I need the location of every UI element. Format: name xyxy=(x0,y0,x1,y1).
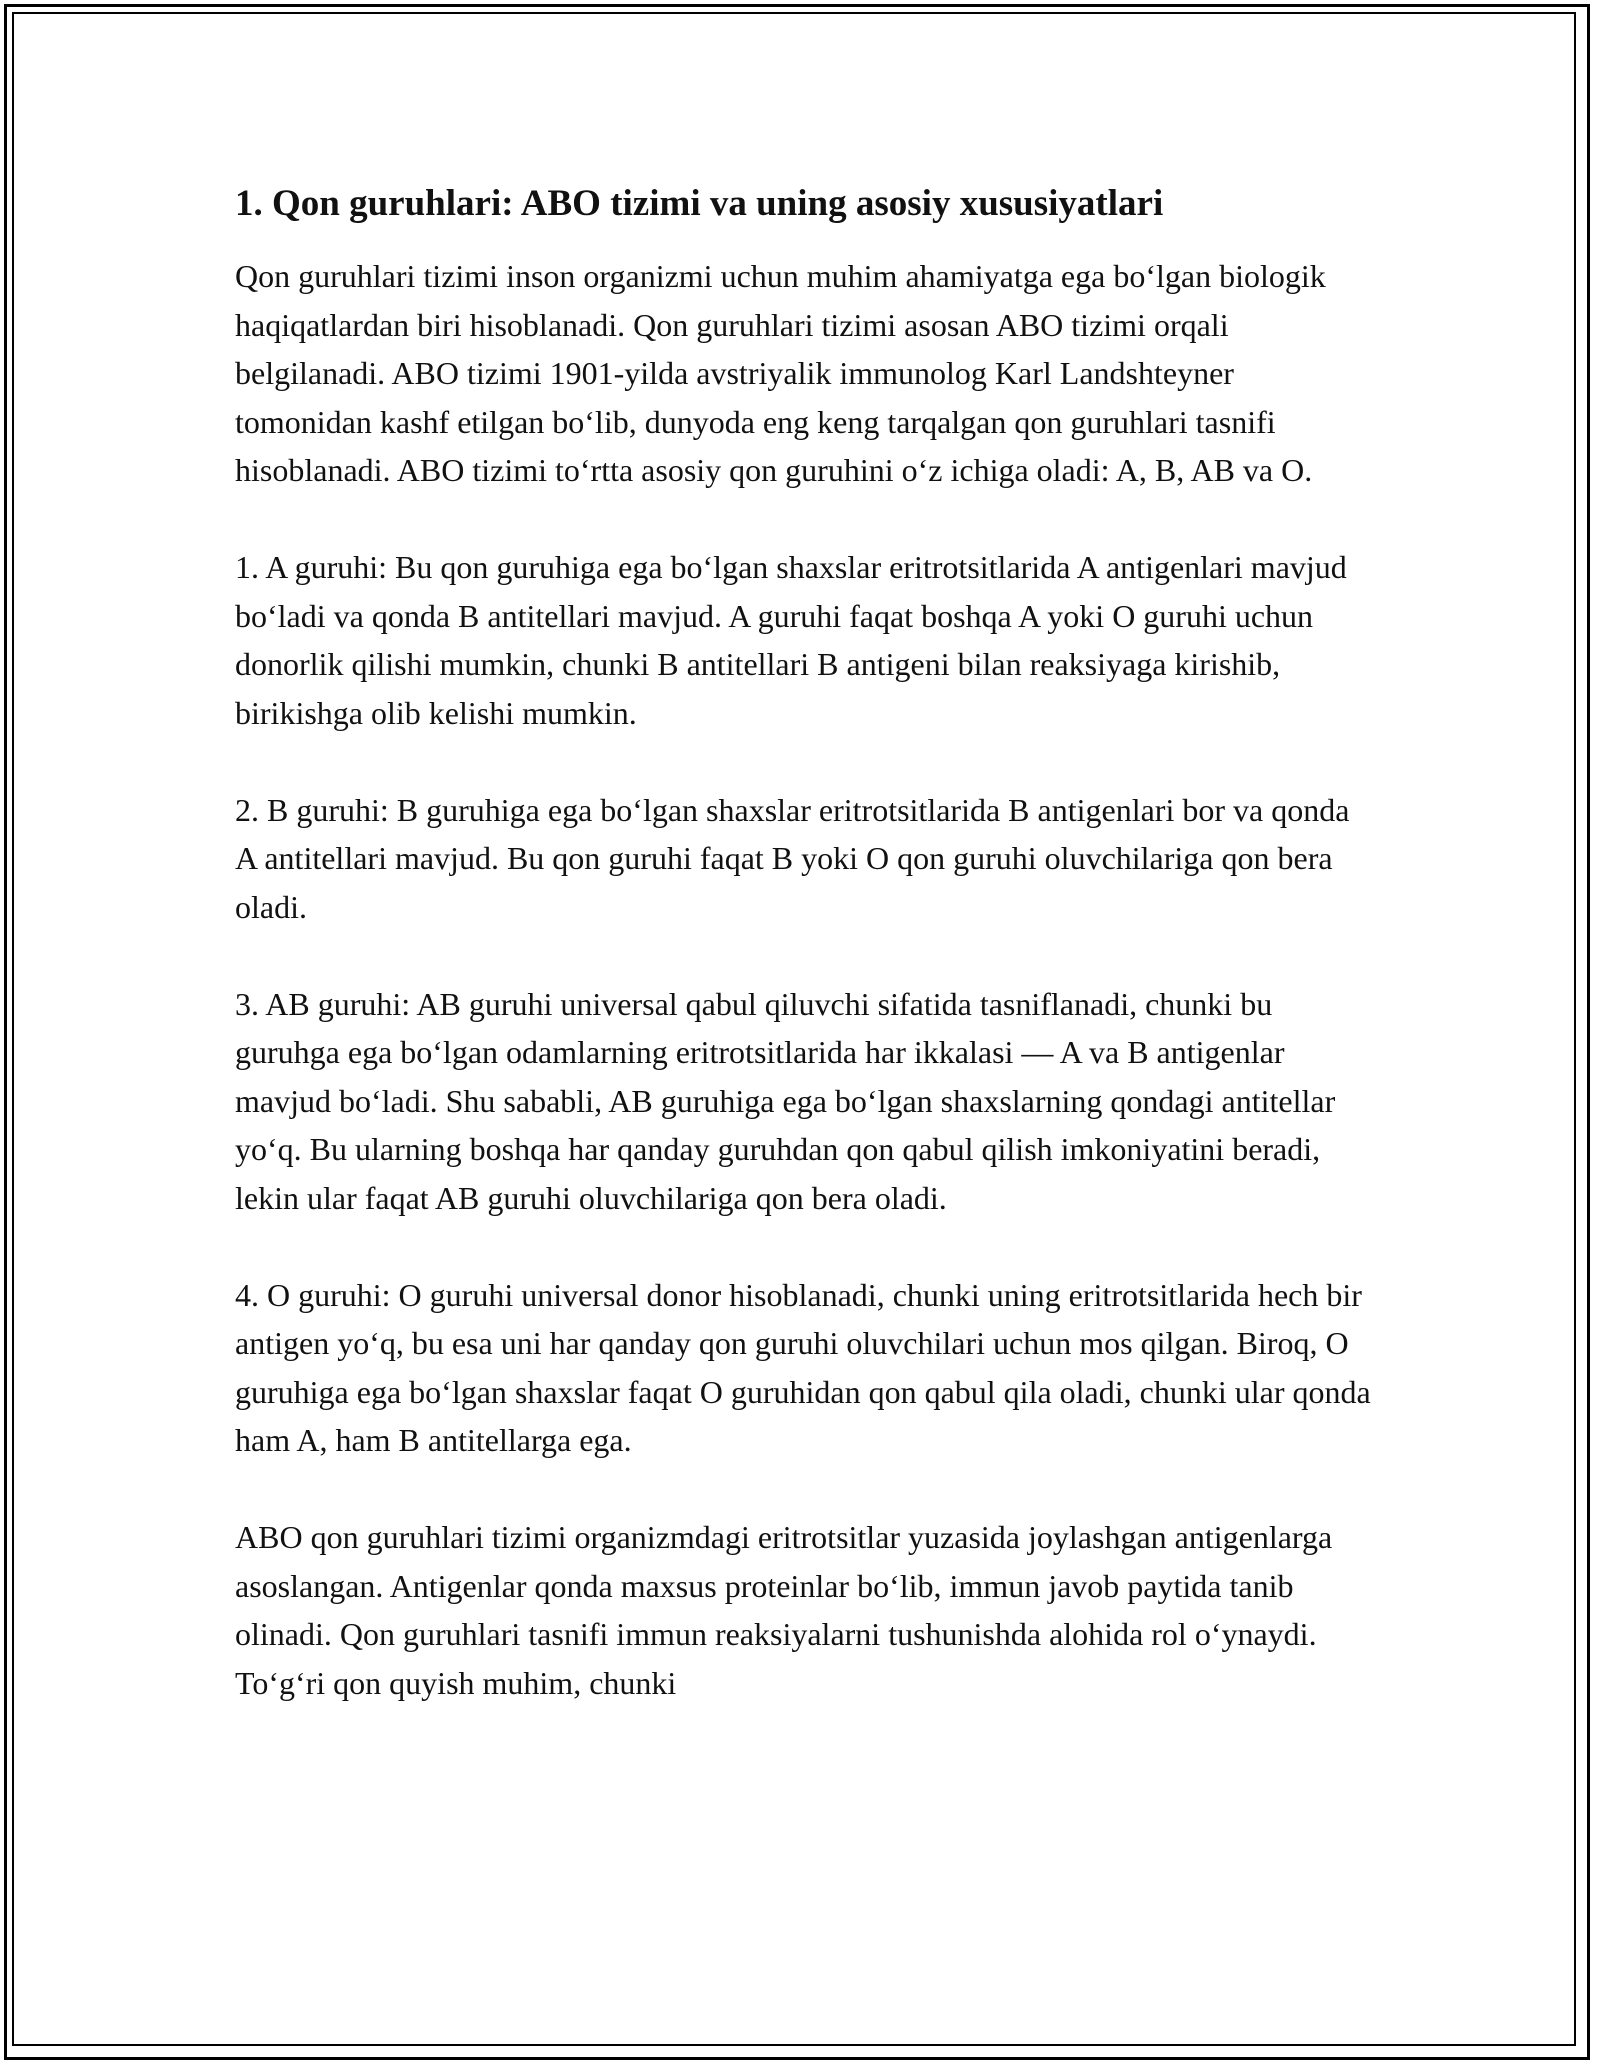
paragraph-antigens: ABO qon guruhlari tizimi organizmdagi eritrotsitlar yuzasida joylashgan antigenlarga asoslangan. Antigenlar qonda maxsus proteinlar bo‘lib, immun javob paytida tanib olinadi. Qon guruhlari tasnifi immun reaksiyalarni tushunishda alohida rol o‘ynaydi. To‘g‘ri qon quyish muhim, chunki xyxy=(235,1519,1333,1701)
paragraph-group-b: 2. B guruhi: B guruhiga ega bo‘lgan shaxslar eritrotsitlarida B antigenlari bor va qonda A antitellari mavjud. Bu qon guruhi faqat B yoki O qon guruhi oluvchilariga qon bera oladi. xyxy=(235,791,1350,925)
section-heading: 1. Qon guruhlari: ABO tizimi va uning asosiy xususiyatlari xyxy=(235,183,1164,224)
paragraph-group-a: 1. A guruhi: Bu qon guruhiga ega bo‘lgan shaxslar eritrotsitlarida A antigenlari mavjud bo‘ladi va qonda B antitellari mavjud. A guruhi faqat boshqa A yoki O guruhi uchun donorlik qilishi mumkin, chunki B antitellari B antigeni bilan reaksiyaga kirishib, birikishga olib kelishi mumkin. xyxy=(235,549,1347,731)
paragraph-intro: Qon guruhlari tizimi inson organizmi uchun muhim ahamiyatga ega bo‘lgan biologik haqiqatlardan biri hisoblanadi. Qon guruhlari tizimi asosan ABO tizimi orqali belgilanadi. ABO tizimi 1901-yilda avstriyalik immunolog Karl Landshteyner tomonidan kashf etilgan bo‘lib, dunyoda eng keng tarqalgan qon guruhlari tasnifi hisoblanadi. ABO tizimi to‘rtta asosiy qon guruhini o‘z ichiga oladi: A, B, AB va O. xyxy=(235,258,1326,489)
paragraph-group-ab: 3. AB guruhi: AB guruhi universal qabul qiluvchi sifatida tasniflanadi, chunki bu guruhga ega bo‘lgan odamlarning eritrotsitlarida har ikkalasi — A va B antigenlar mavjud bo‘ladi. Shu sababli, AB guruhiga ega bo‘lgan shaxslarning qondagi antitellar yo‘q. Bu ularning boshqa har qanday guruhdan qon qabul qilish imkoniyatini beradi, lekin ular faqat AB guruhi oluvchilariga qon bera oladi. xyxy=(235,985,1336,1216)
paragraph-group-o: 4. O guruhi: O guruhi universal donor hisoblanadi, chunki uning eritrotsitlarida hech bir antigen yo‘q, bu esa uni har qanday qon guruhi oluvchilari uchun mos qilgan. Biroq, O guruhiga ega bo‘lgan shaxslar faqat O guruhidan qon qabul qila oladi, chunki ular qonda ham A, ham B antitellarga ega. xyxy=(235,1276,1371,1459)
document-body xyxy=(235,180,1375,1756)
